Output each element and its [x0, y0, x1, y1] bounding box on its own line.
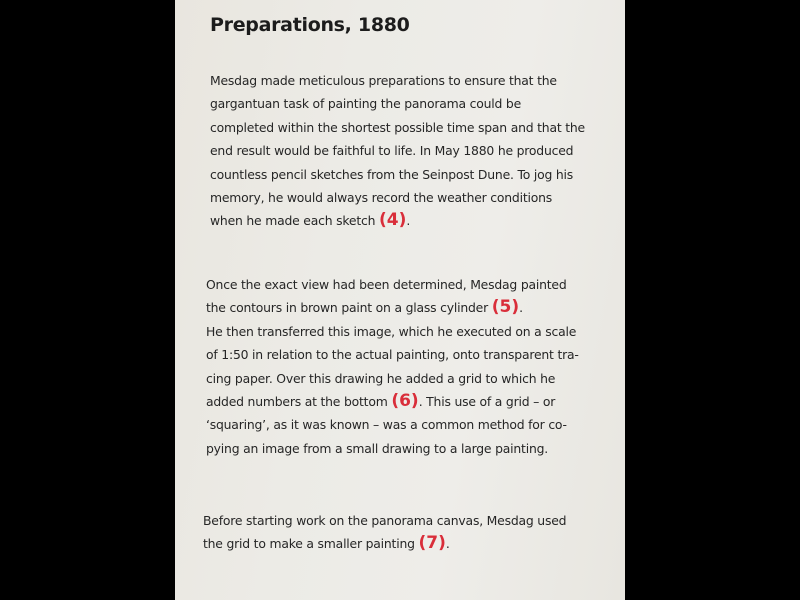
text-line: Mesdag made meticulous preparations to ensure that the: [210, 73, 557, 88]
text-line: countless pencil sketches from the Seinpost Dune. To jog his: [210, 166, 574, 182]
figure-reference-6: (6): [391, 390, 419, 411]
text-line: memory, he would always record the weather conditions: [210, 189, 553, 205]
text-line: Before starting work on the panorama canvas, Mesdag used: [203, 513, 567, 528]
panel-title: Preparations, 1880: [210, 14, 410, 36]
text-line: added numbers at the bottom (6). This use of a grid – or: [206, 390, 556, 411]
text-line: pying an image from a small drawing to a large painting.: [206, 440, 549, 456]
figure-reference-7: (7): [418, 533, 446, 554]
text-line: Once the exact view had been determined, Mesdag painted: [206, 277, 567, 292]
text-line: when he made each sketch (4).: [210, 210, 411, 231]
text-line: gargantuan task of painting the panorama could be: [210, 96, 521, 112]
text-line: the grid to make a smaller painting (7).: [203, 533, 450, 554]
figure-reference-5: (5): [491, 297, 520, 318]
paragraph-2: [206, 273, 579, 460]
figure-reference-4: (4): [379, 210, 407, 231]
text-line: cing paper. Over this drawing he added a grid to which he: [206, 370, 556, 386]
paragraph-3: [203, 509, 566, 556]
text-line: completed within the shortest possible time span and that the: [210, 119, 585, 135]
text-line: the contours in brown paint on a glass cylinder (5).: [206, 297, 523, 318]
text-line: of 1:50 in relation to the actual painting, onto transparent tra-: [206, 347, 579, 363]
paragraph-1: [210, 69, 585, 233]
text-line: end result would be faithful to life. In May 1880 he produced: [210, 143, 574, 159]
text-line: He then transferred this image, which he executed on a scale: [206, 323, 577, 339]
text-line: ‘squaring’, as it was known – was a common method for co-: [206, 417, 567, 433]
